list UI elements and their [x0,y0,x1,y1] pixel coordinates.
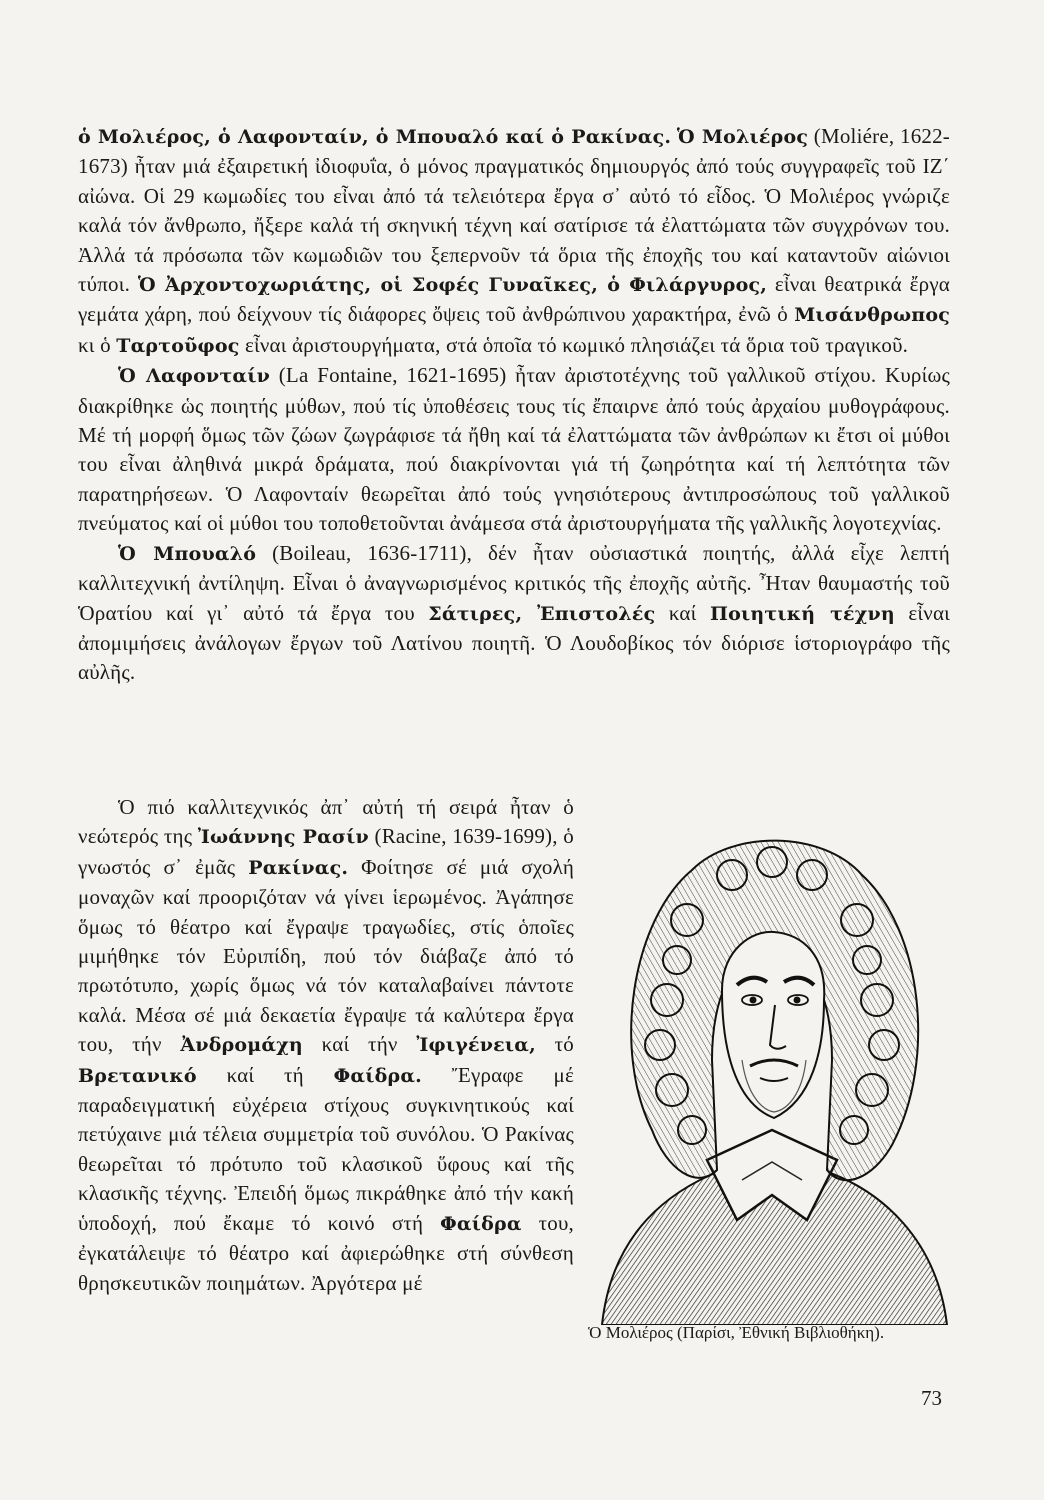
work-tartuffe: Ταρτοῦφος [116,334,240,357]
portrait-moliere-engraving [592,800,952,1325]
page-number: 73 [921,1386,942,1410]
name-boileau: Ὁ Μπουαλό [118,542,257,565]
work-iphigenia: Ἰφιγένεια, [416,1034,536,1057]
works-moliere: Ὁ Ἀρχοντοχωριάτης, οἱ Σοφές Γυναῖκες, ὁ Φιλάργυρος, [137,274,768,297]
paragraph-boileau: Ὁ Μπουαλό (Boileau, 1636-1711), δέν ἦταν οὐσιαστικά ποιητής, ἀλλά εἶχε λεπτή καλλιτεχνική ἀντίληψη. Εἶναι ὁ ἀναγνωρισμένος κριτικός τῆς ἐποχῆς αὐτῆς. Ἦταν θαυμαστής τοῦ Ὁρατίου καί γι᾽ αὐτό τά ἔργα του Σάτιρες, Ἐπιστολές καί Ποιητική τέχνη εἶναι ἀπομιμήσεις ἀνάλογων ἔργων τοῦ Λατίνου ποιητῆ. Ὁ Λουδοβίκος τόν διόρισε ἱστοριογράφο τῆς αὐλῆς. [78,540,950,685]
work-phaedra-2: Φαίδρα [440,1212,522,1235]
paragraph-racine: Ὁ πιό καλλιτεχνικός ἀπ᾽ αὐτή τή σειρά ἦταν ὁ νεώτερός της Ἰωάννης Ρασίν (Racine, 1639-1699), ὁ γνωστός σ᾽ ἐμᾶς Ρακίνας. Φοίτησε σέ μιά σχολή μοναχῶν καί προοριζόταν νά γίνει ἱερωμένος. Ἀγάπησε ὅμως τό θέατρο καί ἔγραψε τραγωδίες, στίς ὁποῖες μιμήθηκε τόν Εὐριπίδη, πού τόν διάβαζε ἀπό τό πρωτότυπο, χωρίς ὅμως νά τόν καταλαβαίνει πάντοτε καλά. Μέσα σέ μιά δεκαετία ἔγραψε τά καλύτερα ἔργα του, τήν Ἀνδρομάχη καί τήν Ἰφιγένεια, τό Βρετανικό καί τή Φαίδρα. Ἔγραφε μέ παραδειγματική εὐχέρεια στίχους συγκινητικούς καί πετύχαινε μιά τέλεια συμμετρία τοῦ συνόλου. Ὁ Ρακίνας θεωρεῖται τό πρότυπο τοῦ κλασικοῦ ὕφους καί τῆς κλασικῆς τέχνης. Ἐπειδή ὅμως πικράθηκε ἀπό τήν κακή ὑποδοχή, πού ἔκαμε τό κοινό στή Φαίδρα του, ἐγκατάλειψε τό θέατρο καί ἀφιερώθηκε στή σύνθεση θρησκευτικῶν ποιημάτων. Ἀργότερα μέ [78,795,575,1295]
portrait-illustration [592,800,952,1325]
work-poetic-art: Ποιητική τέχνη [709,602,895,625]
work-phaedra: Φαίδρα. [333,1064,422,1087]
name-moliere: Ὁ Μολιέρος [676,126,809,148]
work-britannicus: Βρετανικό [78,1064,197,1087]
name-rakinas: Ρακίνας. [248,856,349,879]
works-boileau: Σάτιρες, Ἐπιστολές [428,602,656,625]
figure-caption: Ὁ Μολιέρος (Παρίσι, Ἐθνική Βιβλιοθήκη). [588,1323,885,1342]
paragraph-lafontaine: Ὁ Λαφονταίν (La Fontaine, 1621-1695) ἦταν ἀριστοτέχνης τοῦ γαλλικοῦ στίχου. Κυρίως διακρίθηκε ὡς ποιητής μύθων, πού τίς ὑποθέσεις τους τίς ἔπαιρνε ἀπό τούς ἀρχαίου μυθογράφους. Μέ τή μορφή ὅμως τῶν ζώων ζωγράφισε τά ἤθη καί τά ἐλαττώματα τῶν ἀνθρώπων κι ἔτσι οἱ μύθοι του εἶναι ἀληθινά μικρά δράματα, πού διακρίνονται γιά τή ζωηρότητα καί τή λεπτότητα τῶν παρατηρήσεων. Ὁ Λαφονταίν θεωρεῖται ἀπό τούς γνησιότερους ἀντιπροσώπους τοῦ γαλλικοῦ πνεύματος καί οἱ μύθοι του τοποθετοῦνται ἀνάμεσα στά ἀριστουργήματα τῆς γαλλικῆς λογοτεχνίας. [78,363,951,536]
paragraph-moliere: ὁ Μολιέρος, ὁ Λαφονταίν, ὁ Μπουαλό καί ὁ Ρακίνας. Ὁ Μολιέρος (Moliére, 1622-1673) ἦταν μιά ἐξαιρετική ἰδιοφυΐα, ὁ μόνος πραγματικός δημιουργός ἀπό τούς συγγραφεῖς τοῦ ΙΖ΄ αἰώνα. Οἱ 29 κωμωδίες του εἶναι ἀπό τά τελειότερα ἔργα σ᾽ αὐτό τό εἶδος. Ὁ Μολιέρος γνώριζε καλά τόν ἄνθρωπο, ἤξερε καλά τή σκηνική τέχνη καί σατίρισε τά ἐλαττώματα τῶν συγχρόνων του. Ἀλλά τά πρόσωπα τῶν κωμωδιῶν του ξεπερνοῦν τά ὅρια τῆς ἐποχῆς του καί καταντοῦν αἰώνιοι τύποι. Ὁ Ἀρχοντοχωριάτης, οἱ Σοφές Γυναῖκες, ὁ Φιλάργυρος, εἶναι θεατρικά ἔργα γεμάτα χάρη, πού δείχνουν τίς διάφορες ὄψεις τοῦ ἀνθρώπινου χαρακτήρα, ἐνῶ ὁ Μισάνθρωπος κι ὁ Ταρτοῦφος εἶναι ἀριστουργήματα, στά ὁποῖα τό κωμικό πλησιάζει τά ὅρια τοῦ τραγικοῦ. [78,124,950,357]
name-racine: Ἰωάννης Ρασίν [197,826,369,849]
name-lafontaine: Ὁ Λαφονταίν [118,365,271,388]
work-andromache: Ἀνδρομάχη [180,1034,303,1057]
heading-authors: ὁ Μολιέρος, ὁ Λαφονταίν, ὁ Μπουαλό καί ὁ Ρακίνας. [78,126,672,148]
text-block-full-width [78,122,950,688]
text-block-left-column [78,793,574,1298]
work-misanthrope: Μισάνθρωπος [794,304,950,327]
